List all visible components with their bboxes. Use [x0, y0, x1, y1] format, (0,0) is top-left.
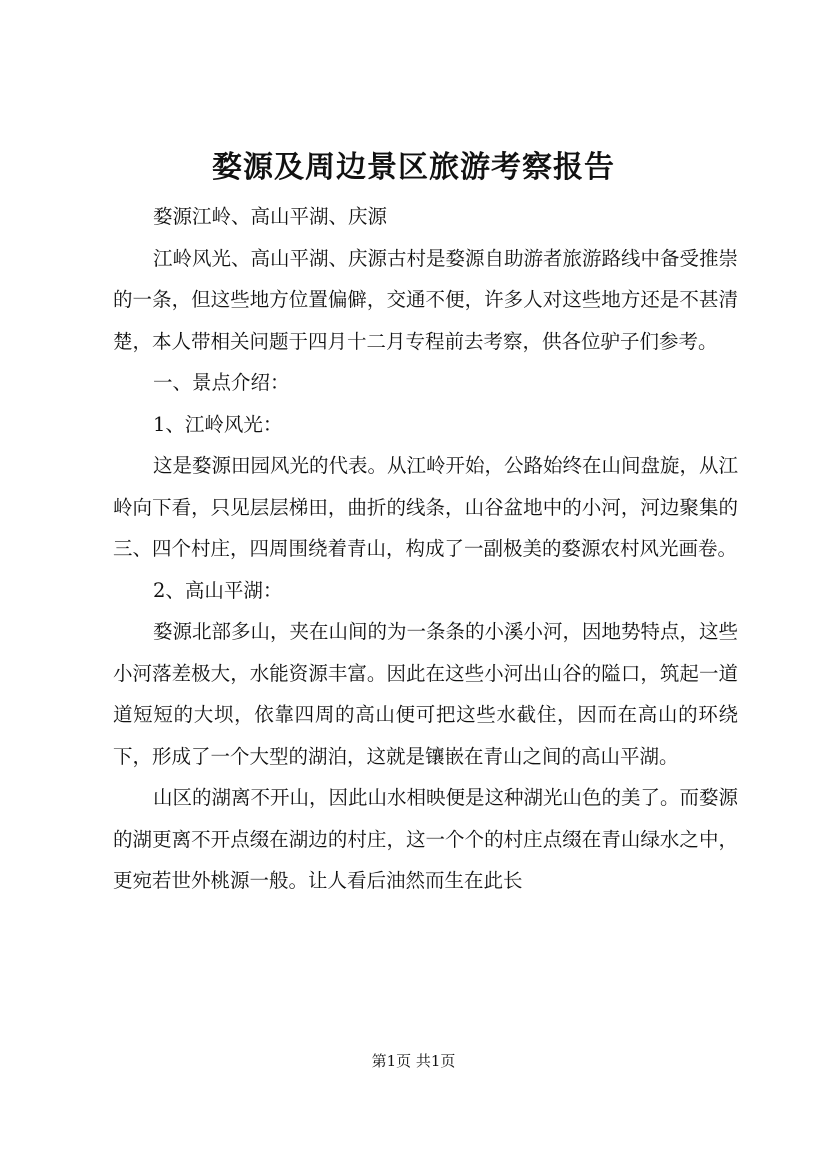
section-heading-attractions: 一、景点介绍： [153, 371, 290, 394]
paragraph-subtitle: 婺源江岭、高山平湖、庆源 [153, 205, 388, 228]
paragraph-intro: 江岭风光、高山平湖、庆源古村是婺源自助游者旅游路线中备受推崇的一条，但这些地方位置偏僻，交通不便，许多人对这些地方还是不甚清楚，本人带相关问题于四月十二月专程前去考察，供各位驴子们参考。 [113, 246, 739, 353]
document-body [113, 196, 738, 902]
subheading-jiangling: 1、江岭风光： [153, 412, 283, 436]
subheading-gaoshan-pinghu: 2、高山平湖： [153, 578, 283, 602]
paragraph-jiangling: 这是婺源田园风光的代表。从江岭开始，公路始终在山间盘旋，从江岭向下看，只见层层梯田，曲折的线条，山谷盆地中的小河，河边聚集的三、四个村庄，四周围绕着青山，构成了一副极美的婺源农村风光画卷。 [113, 454, 739, 560]
paragraph-gaoshan-pinghu: 婺源北部多山，夹在山间的为一条条的小溪小河，因地势特点，这些小河落差极大，水能资源丰富。因此在这些小河出山谷的隘口，筑起一道道短短的大坝，依靠四周的高山便可把这些水截住，因而在高山的环绕下，形成了一个大型的湖泊，这就是镶嵌在青山之间的高山平湖。 [113, 620, 739, 768]
document-title: 婺源及周边景区旅游考察报告 [212, 150, 615, 185]
paragraph-lake-scenery: 山区的湖离不开山，因此山水相映便是这种湖光山色的美了。而婺源的湖更离不开点缀在湖边的村庄，这一个个的村庄点缀在青山绿水之中，更宛若世外桃源一般。让人看后油然而生在此长 [113, 786, 739, 892]
page-footer: 第1页 共1页 [371, 1052, 456, 1070]
